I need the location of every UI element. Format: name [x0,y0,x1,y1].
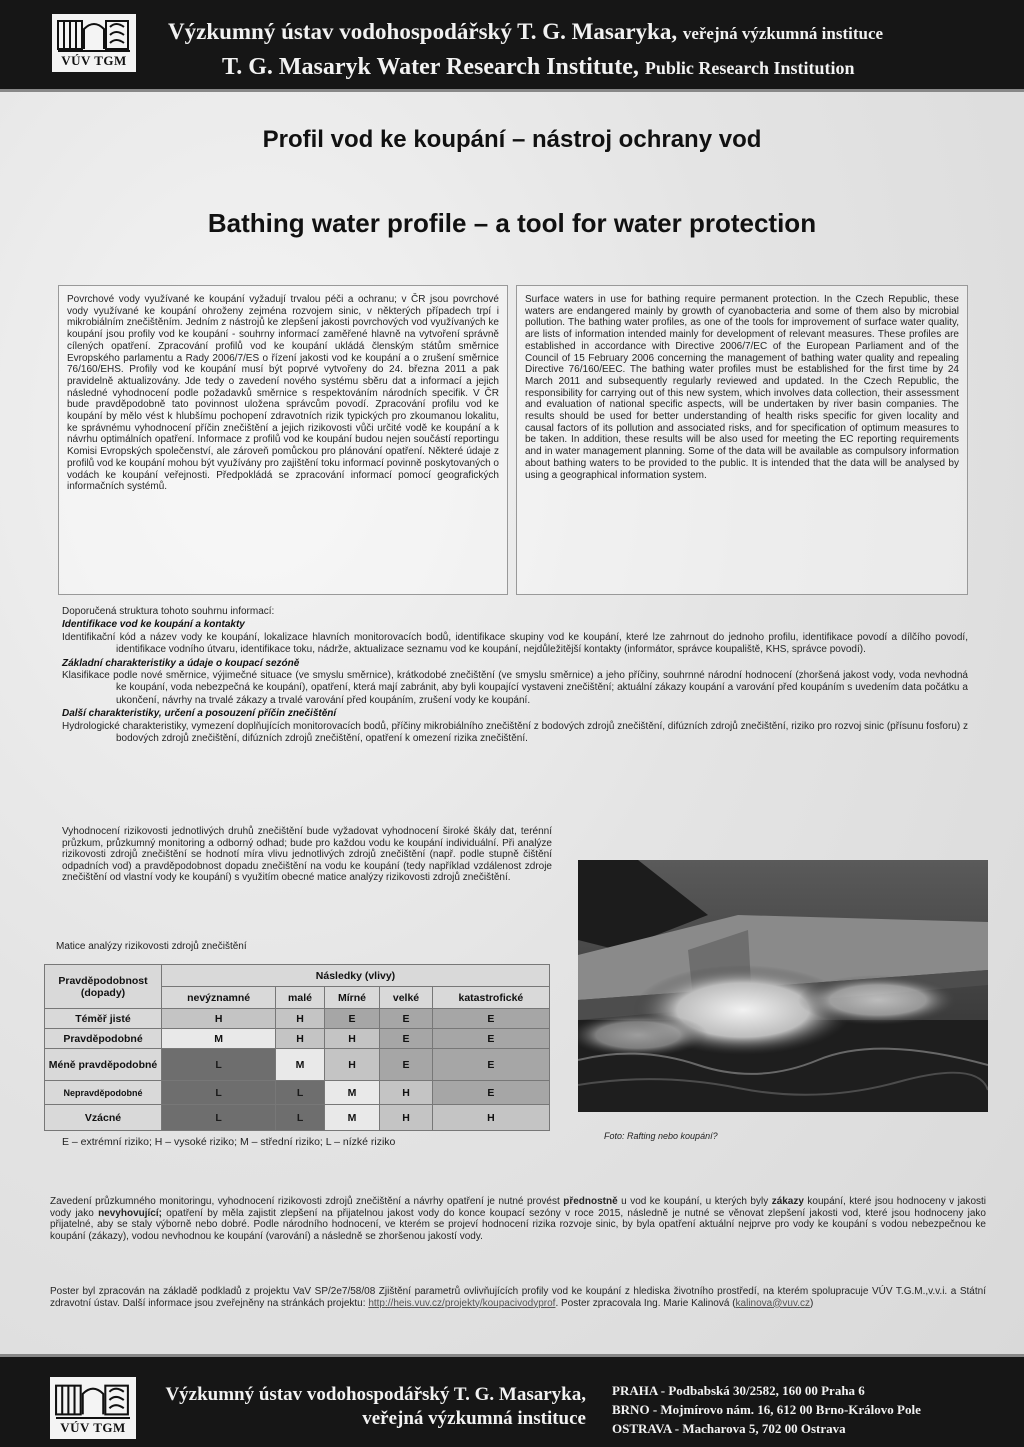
conclusion-text [50,1196,986,1274]
emphasis-text: přednostně [563,1196,618,1207]
footer-bar [0,1354,1024,1447]
risk-intro-text: Vyhodnocení rizikovosti jednotlivých druhů znečištění bude vyžadovat vyhodnocení široké škály dat, terénní průzkum, průzkumný monitoring a odborný odhad; bude pro každou vodu ke koupání individuální. Při analýze rizikovosti zdrojů znečištění se hodnotí míra vlivu jednotlivých zdrojů znečištění (např. podle stupně čištění odpadních vod) a pravděpodobnost dopadu znečištění na vodu ke koupání (tedy například vzdálenost zdroje znečištění od vlastní vody ke koupání) s využitím obecné matice analýzy rizikovosti zdrojů znečištění. [62,826,552,884]
address-city: OSTRAVA [612,1421,672,1436]
row-label: Pravděpodobné [45,1029,162,1049]
risk-cell: L [162,1049,276,1081]
institute-logo [52,14,136,72]
structure-section [62,606,968,798]
conclusion-part: Zavedení průzkumného monitoringu, vyhodnocení rizikovosti zdrojů znečištění a návrhy opatření je nutné provést [50,1196,564,1207]
row-label: Vzácné [45,1105,162,1131]
credits-text [50,1286,986,1334]
risk-cell: L [162,1081,276,1105]
risk-cell: M [324,1081,379,1105]
risk-cell: E [324,1009,379,1029]
risk-cell: M [162,1029,276,1049]
title-en: Bathing water profile – a tool for water protection [207,208,817,238]
risk-cell: E [380,1029,433,1049]
risk-cell: M [324,1105,379,1131]
structure-intro: Doporučená struktura tohoto souhrnu informací: [62,606,275,617]
building-icon [56,17,132,51]
abstract-cz-panel [58,285,508,595]
author-email-link[interactable]: kalinova@vuv.cz [735,1297,810,1309]
footer-institute-line: veřejná výzkumná instituce [362,1408,586,1429]
logo-label: VÚV TGM [58,50,130,69]
project-link[interactable]: http://heis.vuv.cz/projekty/koupacivodyprof [368,1297,556,1309]
emphasis-text: zákazy [771,1196,804,1207]
consequence-label: Následky (vlivy) [162,965,550,987]
risk-cell: H [380,1105,433,1131]
header-title-en-main: T. G. Masaryk Water Research Institute, [222,54,639,80]
section-body: Klasifikace podle nové směrnice, výjimečné situace (ve smyslu směrnice), krátkodobé znečištění (ve smyslu směrnice) a jeho příčiny, souhrnné národní hodnocení (zhoršená jakost vody, voda nevhodná ke koupání, voda nebezpečná ke koupání), opatření, která mají zabránit, aby byli koupající vystaveni znečištění; aktuální zákazy koupání a varování před koupáním s uvedením data počátku a ukončení, návrhy na trvalé zákazy a trvalé varování před koupáním, zrušení vody ke koupání. [62,670,968,706]
risk-cell: H [324,1029,379,1049]
header-title-cz-sub: veřejná výzkumná instituce [682,24,884,43]
footer-institute [150,1383,586,1431]
footer-address-line [612,1419,976,1438]
building-icon [54,1380,132,1418]
abstract-en-panel [516,285,968,595]
corner-label: Pravděpodobnost (dopady) [45,965,162,1009]
matrix-row [45,1081,550,1105]
address-street: - Macharova 5, 702 00 Ostrava [671,1421,846,1436]
risk-cell: E [432,1049,549,1081]
column-header: malé [276,987,325,1009]
matrix-grid [44,964,550,1131]
conclusion-part: u vod ke koupání, u kterých byly [617,1196,772,1207]
section-body: Identifikační kód a název vody ke koupání, lokalizace hlavních monitorovacích bodů, identifikace skupiny vod ke koupání, které lze zahrnout do jednoho profilu, identifikace povodí a dílčího povodí, identifikace vodního útvaru, identifikace toku, nádrže, aktualizace seznamu vod ke koupání, nejdůležitější kontakty (informátor, správce koupaliště, KHS, správce povodí). [62,631,968,656]
header-title-cz [168,18,883,48]
matrix-row [45,1029,550,1049]
column-header: nevýznamné [162,987,276,1009]
matrix-legend: E – extrémní riziko; H – vysoké riziko; M – střední riziko; L – nízké riziko [62,1136,396,1148]
conclusion-part: koupání, které jsou hodnoceny v jakosti vody jako [50,1196,987,1219]
risk-cell: H [324,1049,379,1081]
matrix-row [45,1009,550,1029]
institute-logo [50,1377,136,1439]
header-bar [0,0,1024,92]
risk-cell: E [432,1009,549,1029]
matrix-row [45,1049,550,1081]
section-heading: Základní charakteristiky a údaje o koupací sezóně [62,657,300,669]
credits-part: . Poster zpracovala Ing. Marie Kalinová ( [555,1297,736,1309]
emphasis-text: nevyhovující; [98,1207,162,1219]
risk-cell: L [162,1105,276,1131]
credits-part: ) [810,1297,814,1309]
header-title-en-sub: Public Research Institution [644,58,855,78]
risk-cell: H [432,1105,549,1131]
risk-cell: H [162,1009,276,1029]
address-city: PRAHA [612,1383,658,1398]
photo-weir-rapids [578,860,988,1112]
risk-cell: E [380,1009,433,1029]
footer-institute-line: Výzkumný ústav vodohospodářský T. G. Masaryka, [165,1384,586,1405]
risk-cell: L [276,1081,325,1105]
logo-label: VÚV TGM [56,1417,130,1436]
weir-photo-image [578,860,988,1112]
row-label: Méně pravděpodobné [45,1049,162,1081]
risk-cell: E [380,1049,433,1081]
credits-part: Poster byl zpracován na základě podkladů z projektu VaV SP/2e7/58/08 Zjištění parametrů ovlivňujících profily vod ke koupání z hlediska životního prostředí, na kterém spolupracuje VÚV T.G.M.,v.v.i. a Státní zdravotní ústav. Další informace jsou zveřejněny na stránkách projektu: [50,1286,986,1309]
matrix-header-row [45,965,550,987]
section-heading: Další charakteristiky, určení a posouzení příčin znečištění [62,708,337,720]
footer-address-line [612,1381,976,1400]
matrix-caption: Matice analýzy rizikovosti zdrojů znečištění [56,941,247,952]
title-cz: Profil vod ke koupání – nástroj ochrany vod [262,126,762,153]
abstract-en-text: Surface waters in use for bathing require permanent protection. In the Czech Republic, these waters are endangered mainly by growth of cyanobacteria and some of them also by microbial pollution. The bathing water profiles, as one of the tools for improvement of surface water quality, are lists of information intended mainly for development of relevant measures. These profiles are established in accordance with Directive 2006/7/EC of the European Parliament and of the Council of 15 February 2006 concerning the management of bathing water quality and repealing Directive 76/160/EEC. The bathing water profiles must be established for the first time by 24 March 2011 and subsequently regularly reviewed and updated. In the Czech Republic, the responsibility for carrying out of this new system, which involves data collection, their assessment and evaluation of national specific aspects, will be undertaken by river basin companies. The results should be used for better understanding of health risks specific for given locality and causal factors of its pollution and associated risks, and for specification of optimum measures to be taken. In addition, these results will be also used for meeting the EC reporting requirements and in water management planning. Some of the data will be available as compulsory information about bathing waters to be provided to the public. It is intended that the data will be analysed by using a geographical information system. [525,294,959,481]
header-title-cz-main: Výzkumný ústav vodohospodářský T. G. Masaryka, [168,19,678,44]
address-street: - Mojmírovo nám. 16, 612 00 Brno-Královo Pole [649,1402,921,1417]
column-header: velké [380,987,433,1009]
risk-cell: E [432,1081,549,1105]
column-header: Mírné [324,987,379,1009]
risk-cell: H [276,1029,325,1049]
risk-cell: H [276,1009,325,1029]
address-city: BRNO [612,1402,650,1417]
row-label: Téměř jisté [45,1009,162,1029]
section-heading: Identifikace vod ke koupání a kontakty [62,619,245,631]
column-header: katastrofické [432,987,549,1009]
footer-address-line [612,1400,976,1419]
footer-addresses [612,1381,976,1438]
section-body: Hydrologické charakteristiky, vymezení doplňujících monitorovacích bodů, příčiny mikrobiálního znečištění z bodových zdrojů znečištění, difúzních zdrojů znečištění, riziko pro rozvoj sinic (přísunu fosforu) z bodových zdrojů znečištění, difúzních zdrojů znečištění, opatření k omezení rizika znečištění. [62,720,968,745]
risk-matrix-table [44,964,550,1130]
abstract-cz-text: Povrchové vody využívané ke koupání vyžadují trvalou péči a ochranu; v ČR jsou povrchové vody využívané ke koupání ohroženy zejména rozvojem sinic, v některých případech trpí i mikrobiálním znečištěním. Jedním z nástrojů ke zlepšení jakosti povrchových vod využívaných ke koupání jsou profily vod ke koupání - souhrny informací zaměřené hlavně na vytvoření správně cílených opatření. Zpracování profilů vod ke koupání ukládá členským státům směrnice Evropského parlamentu a Rady 2006/7/ES o řízení jakosti vod ke koupání a o zrušení směrnice 76/160/EHS. Profily vod ke koupání musí být poprvé vytvořeny do 24. března 2011 a pak pravidelně aktualizovány. Jde tedy o zavedení nového systému sběru dat a informací a jejich následné vyhodnocení podle požadavků směrnice s respektováním národních specifik. V ČR bude pravděpodobně tato povinnost uložena správcům povodí. Zpracování profilu vod ke koupání by mělo vést k hlubšímu pochopení zdravotních rizik typických pro zkoumanou lokalitu, ke správnému vyhodnocení příčin znečištění a jejich rizikovosti vůči určité vodě ke koupání a k návrhu optimálních opatření. Informace z profilů vod ke koupání budou nejen součástí reportingu Komisi Evropských společenství, ale zároveň pomůckou pro plánování opatření. Některé údaje z profilů vod ke koupání mohou být využívány pro zajištění toku informací povinně poskytovaných o vodách ke koupání veřejnosti. Předpokládá se zpracování informací pomocí geografických informačních systémů. [67,294,499,493]
address-street: - Podbabská 30/2582, 160 00 Praha 6 [657,1383,865,1398]
risk-cell: E [432,1029,549,1049]
row-label: Nepravděpodobné [45,1081,162,1105]
risk-cell: M [276,1049,325,1081]
conclusion-part: opatření by měla zajistit zlepšení na přijatelnou jakost vody do konce koupací sezóny v roce 2015, následně je nutné se věnovat zlepšení jakosti vod, které jsou hodnoceny jako přijatelné, aby se staly výborně nebo dobré. Podle národního hodnocení, ve kterém se projeví hodnocení rizika rozvoje sinic, by byla opatření aktuální nejprve pro vody ke koupání s vodou nebezpečnou ke koupání (zákazy), vodou nevhodnou ke koupání (varování) a následně se zhoršenou jakostí vody. [50,1207,986,1242]
risk-cell: L [276,1105,325,1131]
header-title-en [222,52,855,83]
photo-caption: Foto: Rafting nebo koupání? [604,1131,718,1141]
matrix-row [45,1105,550,1131]
risk-cell: H [380,1081,433,1105]
